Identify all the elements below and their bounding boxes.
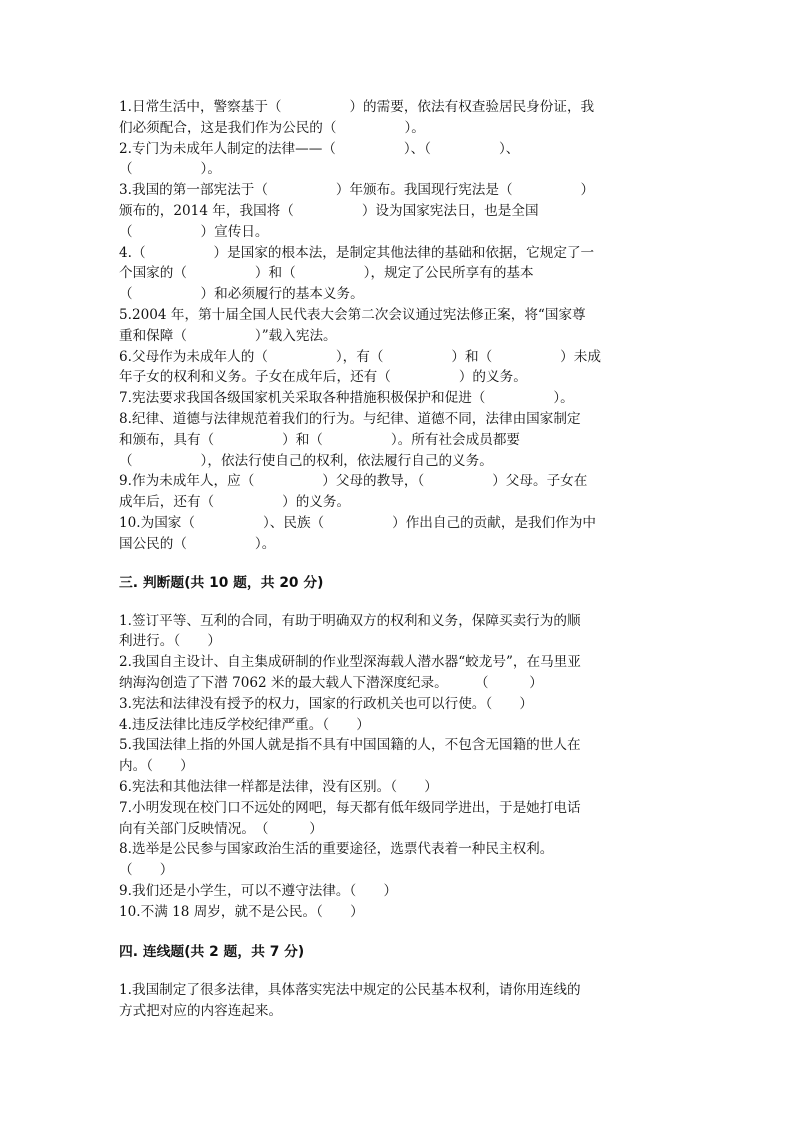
true-false-question-6	[119, 777, 677, 798]
question-line: 5.2004 年，第十届全国人民代表大会第二次会议通过宪法修正案，将“国家尊	[119, 306, 586, 323]
question-line: 向有关部门反映情况。 （ ）	[119, 820, 323, 837]
question-line: 3.宪法和法律没有授予的权力，国家的行政机关也可以行使。（ ）	[119, 695, 533, 712]
true-false-question-10	[119, 902, 677, 923]
fill-blank-question-7	[119, 388, 677, 409]
true-false-question-5	[119, 735, 677, 777]
fill-blank-question-8	[119, 409, 677, 471]
question-line: 1.签订平等、互利的合同，有助于明确双方的权利和义务，保障买卖行为的顺	[119, 612, 581, 629]
question-line: 2.专门为未成年人制定的法律——（ ）、（ ）、	[119, 140, 520, 157]
question-line: 10.为国家（ ）、民族（ ）作出自己的贡献，是我们作为中	[119, 514, 597, 531]
fill-blank-question-10	[119, 513, 677, 555]
question-line: 3.我国的第一部宪法于（ ）年颁布。我国现行宪法是（ ）	[119, 182, 595, 199]
section-title-matching: 四. 连线题(共 2 题，共 7 分)	[119, 944, 305, 961]
question-line: （ ）和必须履行的基本义务。	[119, 286, 364, 303]
question-line: 们必须配合，这是我们作为公民的（ ）。	[119, 119, 425, 136]
question-line: 6.宪法和其他法律一样都是法律，没有区别。（ ）	[119, 778, 438, 795]
fill-blank-question-5	[119, 305, 677, 347]
question-line: 9.作为未成年人，应（ ）父母的教导，（ ）父母。子女在	[119, 473, 588, 490]
question-line: 重和保障（ ）”载入宪法。	[119, 327, 337, 344]
fill-blank-question-4	[119, 243, 677, 305]
true-false-question-1	[119, 611, 677, 653]
true-false-question-8	[119, 839, 677, 881]
question-line: 成年后，还有（ ）的义务。	[119, 494, 351, 511]
question-line: 1.日常生活中，警察基于（ ）的需要，依法有权查验居民身份证，我	[119, 99, 595, 115]
question-line: 年子女的权利和义务。子女在成年后，还有（ ）的义务。	[119, 369, 527, 386]
question-line: （ ）。	[119, 161, 221, 178]
fill-blank-section	[119, 97, 677, 555]
question-line: （ ）宣传日。	[119, 223, 269, 240]
fill-blank-question-2	[119, 139, 677, 181]
question-line: 10.不满 18 周岁，就不是公民。（ ）	[119, 903, 364, 920]
question-line: 7.宪法要求我国各级国家机关采取各种措施积极保护和促进（ ）。	[119, 390, 574, 407]
true-false-question-7	[119, 798, 677, 840]
question-line: 内。（ ）	[119, 758, 194, 775]
true-false-question-2	[119, 652, 677, 694]
question-line: 纳海沟创造了下潜 7062 米的最大载人下潜深度纪录。 （ ）	[119, 674, 543, 691]
question-line: 5.我国法律上指的外国人就是指不具有中国国籍的人，不包含无国籍的世人在	[119, 737, 581, 754]
question-line: 国公民的（ ）。	[119, 535, 276, 552]
true-false-question-3	[119, 694, 677, 715]
question-line: 8.选举是公民参与国家政治生活的重要途径，选票代表着一种民主权利。	[119, 841, 554, 858]
fill-blank-question-9	[119, 471, 677, 513]
section-title-true-false: 三. 判断题(共 10 题，共 20 分)	[119, 574, 324, 591]
question-line: 方式把对应的内容连起来。	[119, 1003, 283, 1020]
worksheet-content	[119, 97, 677, 1022]
question-line: （ ）	[119, 862, 174, 879]
question-line: 颁布的，2014 年，我国将（ ）设为国家宪法日，也是全国	[119, 202, 539, 219]
question-line: 1.我国制定了很多法律，具体落实宪法中规定的公民基本权利，请你用连线的	[119, 982, 581, 999]
fill-blank-question-3	[119, 180, 677, 242]
question-line: 8.纪律、道德与法律规范着我们的行为。与纪律、道德不同，法律由国家制定	[119, 410, 581, 427]
question-line: （ ），依法行使自己的权利，依法履行自己的义务。	[119, 452, 493, 469]
question-line: 2.我国自主设计、自主集成研制的作业型深海载人潜水器“蛟龙号”，在马里亚	[119, 654, 581, 671]
question-line: 个国家的（ ）和（ ），规定了公民所享有的基本	[119, 265, 534, 282]
question-line: 4.（ ）是国家的根本法，是制定其他法律的基础和依据，它规定了一	[119, 244, 595, 261]
fill-blank-question-6	[119, 347, 677, 389]
fill-blank-question-1	[119, 97, 677, 139]
question-line: 9.我们还是小学生，可以不遵守法律。（ ）	[119, 882, 398, 899]
true-false-question-9	[119, 881, 677, 902]
question-line: 利进行。（ ）	[119, 633, 221, 650]
question-line: 和颁布，具有（ ）和（ ）。所有社会成员都要	[119, 431, 521, 448]
matching-question-1	[119, 980, 677, 1022]
true-false-section	[119, 611, 677, 923]
matching-section	[119, 980, 677, 1022]
true-false-question-4	[119, 715, 677, 736]
question-line: 7.小明发现在校门口不远处的网吧，每天都有低年级同学进出，于是她打电话	[119, 799, 581, 816]
question-line: 6.父母作为未成年人的（ ），有（ ）和（ ）未成	[119, 348, 601, 365]
question-line: 4.违反法律比违反学校纪律严重。（ ）	[119, 716, 370, 733]
